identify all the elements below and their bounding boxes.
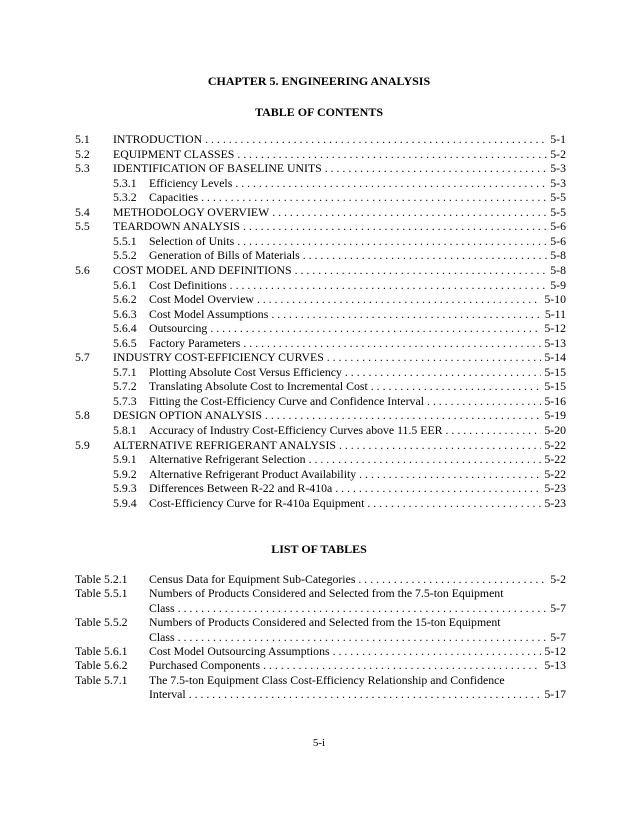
table-entry xyxy=(149,601,566,615)
toc-entry xyxy=(149,379,566,393)
dot-leader xyxy=(367,496,541,510)
table-number: Table 5.6.1 xyxy=(75,644,128,658)
toc-page: 5-8 xyxy=(550,248,566,263)
toc-label: Factory Parameters xyxy=(149,335,241,350)
toc-label: Outsourcing xyxy=(149,321,208,336)
toc-page: 5-6 xyxy=(550,233,566,248)
toc-entry xyxy=(149,336,566,350)
toc-label: Accuracy of Industry Cost-Efficiency Curves above 11.5 EER xyxy=(149,423,443,437)
toc-label: INTRODUCTION xyxy=(113,132,203,146)
toc-page: 5-23 xyxy=(544,481,566,496)
toc-entry xyxy=(149,278,566,292)
dot-leader xyxy=(325,161,548,175)
toc-entry xyxy=(149,452,566,466)
toc-entry xyxy=(149,423,566,437)
dot-leader xyxy=(271,307,542,321)
toc-entry xyxy=(149,467,566,481)
table-entry xyxy=(149,658,566,672)
dot-leader xyxy=(178,601,548,615)
toc-number: 5.5.2 xyxy=(113,248,137,263)
table-number: Table 5.2.1 xyxy=(75,572,128,586)
table-title-line: The 7.5-ton Equipment Class Cost-Efficiency Relationship and Confidence xyxy=(149,672,505,687)
table-page: 5-12 xyxy=(544,644,566,658)
toc-page: 5-16 xyxy=(544,393,566,408)
toc-page: 5-5 xyxy=(550,190,566,205)
toc-entry xyxy=(113,161,566,175)
dot-leader xyxy=(237,147,547,161)
toc-page: 5-13 xyxy=(544,335,566,350)
dot-leader xyxy=(359,467,541,481)
toc-number: 5.6.4 xyxy=(113,321,137,336)
toc-page: 5-3 xyxy=(550,175,566,190)
table-page: 5-7 xyxy=(550,629,566,644)
toc-label: IDENTIFICATION OF BASELINE UNITS xyxy=(113,161,322,176)
toc-page: 5-22 xyxy=(544,437,566,452)
dot-leader xyxy=(230,278,548,292)
table-label: Purchased Components xyxy=(149,658,261,673)
table-label: Interval xyxy=(149,687,186,702)
table-page: 5-7 xyxy=(550,600,566,615)
toc-page: 5-5 xyxy=(550,204,566,219)
toc-label: Translating Absolute Cost to Incremental Cost xyxy=(149,379,368,394)
toc-label: Generation of Bills of Materials xyxy=(149,248,300,263)
table-entry xyxy=(149,687,566,701)
dot-leader xyxy=(243,336,541,350)
dot-leader xyxy=(309,452,542,466)
toc-label: Selection of Units xyxy=(149,233,235,248)
toc-entry xyxy=(149,292,566,306)
toc-entry xyxy=(149,496,566,510)
toc-number: 5.3.2 xyxy=(113,190,137,205)
table-number: Table 5.5.1 xyxy=(75,586,128,601)
table-entry xyxy=(149,644,566,658)
toc-entry xyxy=(149,321,566,335)
tables-title: LIST OF TABLES xyxy=(271,542,367,556)
chapter-title: CHAPTER 5. ENGINEERING ANALYSIS xyxy=(207,74,431,88)
dot-leader xyxy=(272,205,547,219)
dot-leader xyxy=(371,379,542,393)
toc-number: 5.3 xyxy=(75,161,90,176)
dot-leader xyxy=(327,350,542,364)
table-page: 5-17 xyxy=(544,687,566,702)
toc-number: 5.5.1 xyxy=(113,233,137,248)
toc-number: 5.3.1 xyxy=(113,175,137,190)
toc-entry xyxy=(113,147,566,161)
toc-page: 5-1 xyxy=(550,132,566,146)
toc-page: 5-2 xyxy=(550,146,566,161)
table-number: Table 5.6.2 xyxy=(75,658,128,673)
toc-label: METHODOLOGY OVERVIEW xyxy=(113,204,270,219)
toc-page: 5-23 xyxy=(544,495,566,510)
toc-entry xyxy=(149,365,566,379)
dot-leader xyxy=(201,190,547,204)
table-title-line: Numbers of Products Considered and Selected from the 15-ton Equipment xyxy=(149,615,501,630)
toc-entry xyxy=(149,234,566,248)
toc-label: TEARDOWN ANALYSIS xyxy=(113,219,240,234)
dot-leader xyxy=(335,481,541,495)
toc-label: Cost Model Overview xyxy=(149,292,254,307)
dot-leader xyxy=(243,219,547,233)
dot-leader xyxy=(333,644,542,658)
toc-entry xyxy=(149,190,566,204)
dot-leader xyxy=(345,365,541,379)
toc-page: 5-10 xyxy=(544,292,566,307)
toc-label: ALTERNATIVE REFRIGERANT ANALYSIS xyxy=(113,437,336,452)
toc-number: 5.4 xyxy=(75,204,90,219)
table-label: Census Data for Equipment Sub-Categories xyxy=(149,572,356,586)
table-label: Class xyxy=(149,629,175,644)
toc-entry xyxy=(113,438,566,452)
toc-entry xyxy=(149,248,566,262)
table-entry xyxy=(149,572,566,586)
toc-number: 5.7 xyxy=(75,350,90,365)
dot-leader xyxy=(237,234,547,248)
toc-label: DESIGN OPTION ANALYSIS xyxy=(113,408,262,423)
dot-leader xyxy=(205,132,547,146)
toc-number: 5.1 xyxy=(75,132,90,146)
toc-entry xyxy=(113,408,566,422)
toc-label: Fitting the Cost-Efficiency Curve and Confidence Interval xyxy=(149,393,424,408)
table-entry xyxy=(149,630,566,644)
table-number: Table 5.5.2 xyxy=(75,615,128,630)
table-label: Cost Model Outsourcing Assumptions xyxy=(149,644,330,658)
toc-label: Plotting Absolute Cost Versus Efficiency xyxy=(149,364,342,379)
toc-label: EQUIPMENT CLASSES xyxy=(113,146,235,161)
toc-label: Cost-Efficiency Curve for R-410a Equipment xyxy=(149,495,365,510)
toc-number: 5.7.2 xyxy=(113,379,137,394)
table-title-line: Numbers of Products Considered and Selected from the 7.5-ton Equipment xyxy=(149,586,504,601)
table-page: 5-13 xyxy=(544,658,566,673)
toc-entry xyxy=(113,263,566,277)
toc-number: 5.9.2 xyxy=(113,466,137,481)
toc-entry xyxy=(149,394,566,408)
toc-entry xyxy=(113,205,566,219)
toc-number: 5.6.3 xyxy=(113,306,137,321)
toc-page: 5-20 xyxy=(544,423,566,437)
toc-page: 5-15 xyxy=(544,379,566,394)
dot-leader xyxy=(427,394,541,408)
table-page: 5-2 xyxy=(550,572,566,586)
toc-label: Cost Model Assumptions xyxy=(149,306,269,321)
dot-leader xyxy=(263,658,541,672)
toc-page: 5-6 xyxy=(550,219,566,234)
toc-number: 5.2 xyxy=(75,146,90,161)
toc-page: 5-15 xyxy=(544,364,566,379)
toc-page: 5-9 xyxy=(550,277,566,292)
toc-number: 5.6.5 xyxy=(113,335,137,350)
toc-number: 5.7.1 xyxy=(113,364,137,379)
toc-label: INDUSTRY COST-EFFICIENCY CURVES xyxy=(113,350,324,365)
dot-leader xyxy=(178,630,548,644)
dot-leader xyxy=(295,263,548,277)
toc-page: 5-11 xyxy=(544,306,566,321)
toc-label: Efficiency Levels xyxy=(149,175,233,190)
dot-leader xyxy=(257,292,542,306)
toc-number: 5.6 xyxy=(75,262,90,277)
toc-number: 5.6.2 xyxy=(113,292,137,307)
toc-entry xyxy=(149,307,566,321)
toc-page: 5-14 xyxy=(544,350,566,365)
dot-leader xyxy=(265,408,541,422)
page-number: 5-i xyxy=(312,737,326,749)
toc-label: Alternative Refrigerant Selection xyxy=(149,452,306,467)
toc-label: Differences Between R-22 and R-410a xyxy=(149,481,333,496)
dot-leader xyxy=(210,321,541,335)
toc-number: 5.9.4 xyxy=(113,495,137,510)
toc-label: Alternative Refrigerant Product Availability xyxy=(149,466,357,481)
toc-number: 5.5 xyxy=(75,219,90,234)
toc-page: 5-8 xyxy=(550,262,566,277)
toc-page: 5-22 xyxy=(544,466,566,481)
toc-page: 5-19 xyxy=(544,408,566,423)
toc-page: 5-3 xyxy=(550,161,566,176)
toc-entry xyxy=(149,176,566,190)
toc-entry xyxy=(113,132,566,146)
dot-leader xyxy=(303,248,548,262)
toc-number: 5.6.1 xyxy=(113,277,137,292)
toc-number: 5.8.1 xyxy=(113,423,137,437)
toc-entry xyxy=(113,350,566,364)
toc-entry xyxy=(149,481,566,495)
toc-label: Cost Definitions xyxy=(149,277,227,292)
dot-leader xyxy=(446,423,542,437)
toc-label: Capacities xyxy=(149,190,199,205)
toc-page: 5-12 xyxy=(544,321,566,336)
toc-page: 5-22 xyxy=(544,452,566,467)
dot-leader xyxy=(358,572,547,586)
toc-title: TABLE OF CONTENTS xyxy=(254,105,384,119)
toc-number: 5.7.3 xyxy=(113,393,137,408)
toc-number: 5.9.1 xyxy=(113,452,137,467)
table-number: Table 5.7.1 xyxy=(75,672,128,687)
toc-number: 5.9.3 xyxy=(113,481,137,496)
dot-leader xyxy=(235,176,547,190)
dot-leader xyxy=(339,438,541,452)
table-label: Class xyxy=(149,600,175,615)
dot-leader xyxy=(189,687,542,701)
toc-number: 5.8 xyxy=(75,408,90,423)
toc-number: 5.9 xyxy=(75,437,90,452)
toc-entry xyxy=(113,219,566,233)
toc-label: COST MODEL AND DEFINITIONS xyxy=(113,262,292,277)
